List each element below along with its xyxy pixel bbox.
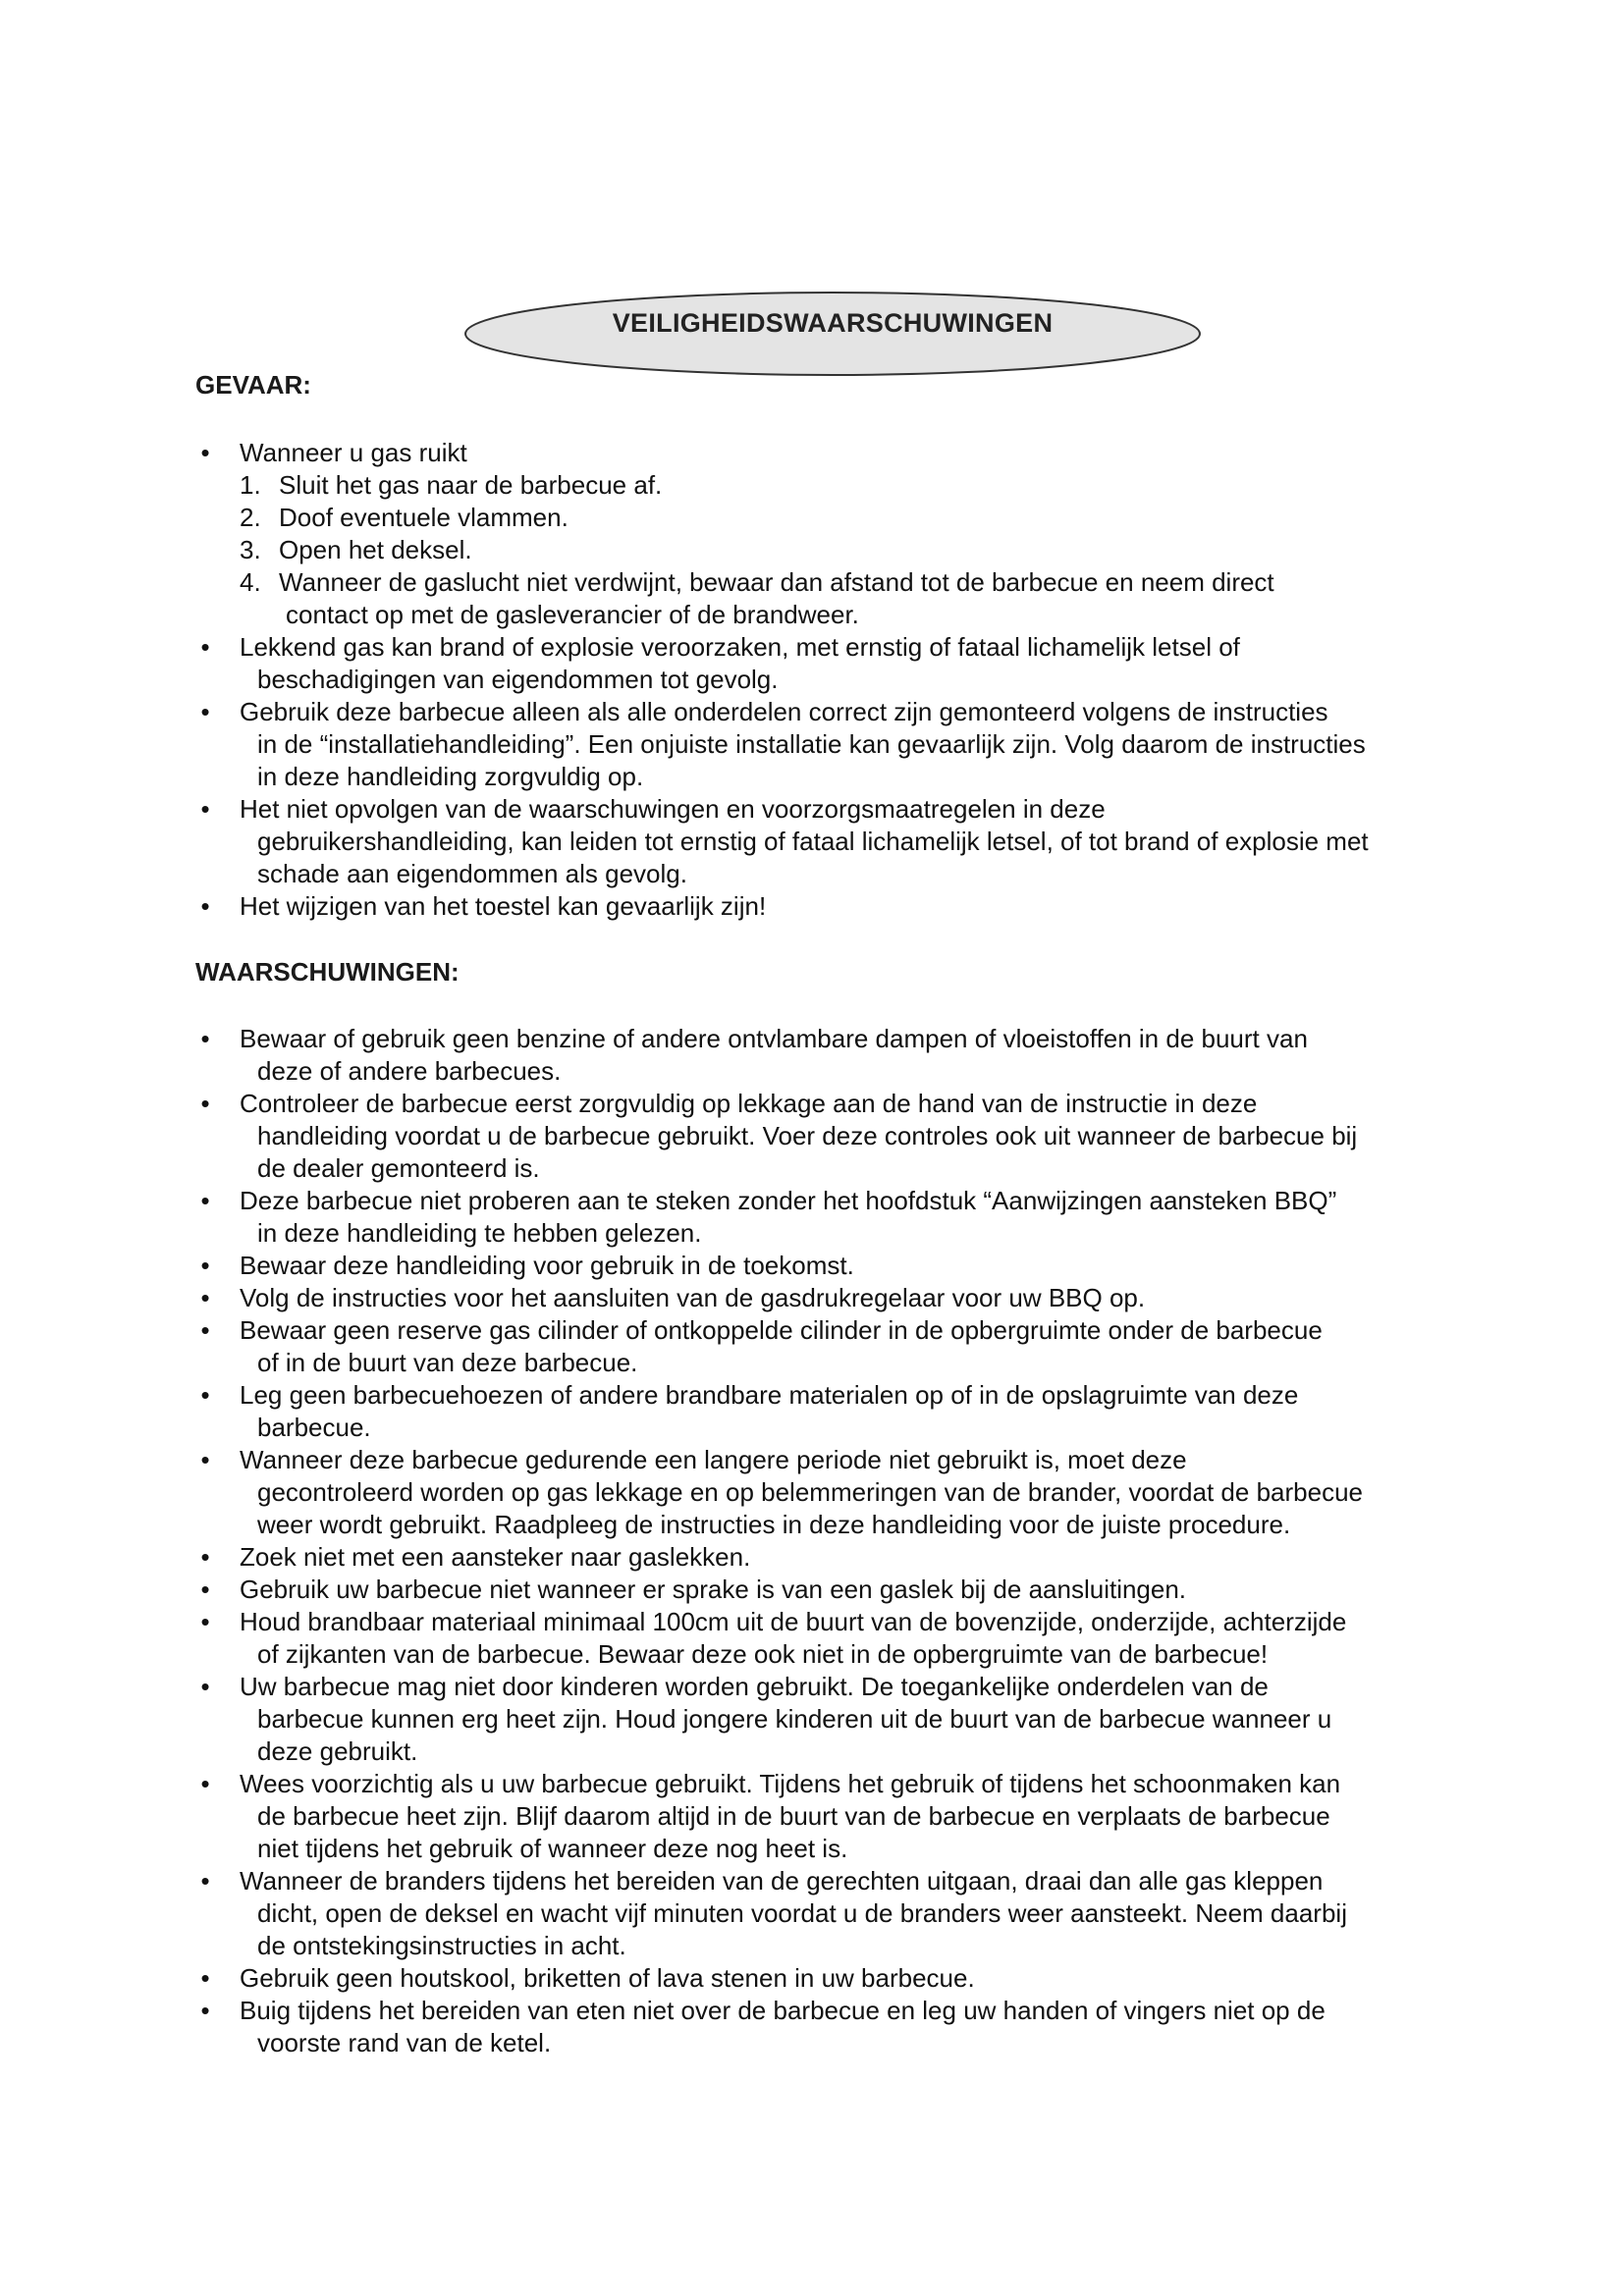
list-item-text: de dealer gemonteerd is. (257, 1153, 540, 1183)
list-item (195, 437, 1472, 469)
list-item (195, 1282, 1472, 1314)
bullet-icon: • (200, 1283, 210, 1312)
list-item (195, 793, 1472, 890)
step-text: Doof eventuele vlammen. (279, 503, 568, 532)
step-text: Open het deksel. (279, 535, 472, 564)
list-item-text: deze of andere barbecues. (257, 1056, 562, 1086)
title-banner (461, 289, 1204, 387)
list-item-text: in de “installatiehandleiding”. Een onjuiste installatie kan gevaarlijk zijn. Volg daarom de instructies (257, 729, 1366, 759)
step-number: 3. (240, 535, 261, 564)
bullet-icon: • (200, 632, 210, 662)
list-item-text: Controleer de barbecue eerst zorgvuldig op lekkage aan de hand van de instructie in deze (240, 1089, 1258, 1118)
list-item-text: barbecue. (257, 1413, 371, 1442)
list-item-text: de barbecue heet zijn. Blijf daarom altijd in de buurt van de barbecue en verplaats de barbecue (257, 1801, 1330, 1831)
warnings-list (195, 1023, 1472, 2059)
bullet-icon: • (200, 1607, 210, 1636)
list-item-text: Deze barbecue niet proberen aan te steken zonder het hoofdstuk “Aanwijzingen aansteken BBQ” (240, 1186, 1337, 1215)
list-item-text: Wees voorzichtig als u uw barbecue gebruikt. Tijdens het gebruik of tijdens het schoonmaken kan (240, 1769, 1341, 1798)
list-item-text: voorste rand van de ketel. (257, 2028, 552, 2057)
list-item-text: Volg de instructies voor het aansluiten van de gasdrukregelaar voor uw BBQ op. (240, 1283, 1146, 1312)
list-item (195, 696, 1472, 793)
list-item-text: dicht, open de deksel en wacht vijf minuten voordat u de branders weer aansteekt. Neem daarbij (257, 1898, 1347, 1928)
list-item-text: Bewaar geen reserve gas cilinder of ontkoppelde cilinder in de opbergruimte onder de barbecue (240, 1315, 1323, 1345)
list-item-text: beschadigingen van eigendommen tot gevolg. (257, 665, 779, 694)
list-item-text: weer wordt gebruikt. Raadpleeg de instructies in deze handleiding voor de juiste procedure. (257, 1510, 1291, 1539)
list-item-text: Het wijzigen van het toestel kan gevaarlijk zijn! (240, 891, 767, 921)
bullet-icon: • (200, 1996, 210, 2025)
list-item-text: schade aan eigendommen als gevolg. (257, 859, 687, 888)
list-item-text: handleiding voordat u de barbecue gebruikt. Voer deze controles ook uit wanneer de barbecue bij (257, 1121, 1358, 1150)
list-item-text: Buig tijdens het bereiden van eten niet over de barbecue en leg uw handen of vingers niet op de (240, 1996, 1326, 2025)
list-item-text: Bewaar of gebruik geen benzine of andere ontvlambare dampen of vloeistoffen in de buurt van (240, 1024, 1308, 1053)
list-item (195, 1023, 1472, 1088)
list-item-text: Gebruik geen houtskool, briketten of lava stenen in uw barbecue. (240, 1963, 975, 1993)
bullet-icon: • (200, 1315, 210, 1345)
list-item-text: Gebruik uw barbecue niet wanneer er sprake is van een gaslek bij de aansluitingen. (240, 1575, 1187, 1604)
list-item (195, 1995, 1472, 2059)
list-item-text: deze gebruikt. (257, 1736, 418, 1766)
bullet-icon: • (200, 891, 210, 921)
bullet-icon: • (200, 794, 210, 824)
list-item (195, 1541, 1472, 1574)
list-item-text: Houd brandbaar materiaal minimaal 100cm uit de buurt van de bovenzijde, onderzijde, achterzijde (240, 1607, 1347, 1636)
list-item-text: of zijkanten van de barbecue. Bewaar deze ook niet in de opbergruimte van de barbecue! (257, 1639, 1269, 1669)
list-item (195, 1865, 1472, 1962)
list-item (195, 1606, 1472, 1671)
list-item (195, 1962, 1472, 1995)
list-item (195, 1671, 1472, 1768)
step-text: Wanneer de gaslucht niet verdwijnt, bewaar dan afstand tot de barbecue en neem direct (279, 567, 1274, 597)
list-item-text: Gebruik deze barbecue alleen als alle onderdelen correct zijn gemonteerd volgens de instructies (240, 697, 1328, 726)
list-item (195, 1314, 1472, 1379)
list-item-text: in deze handleiding zorgvuldig op. (257, 762, 644, 791)
bullet-icon: • (200, 1575, 210, 1604)
bullet-icon: • (200, 697, 210, 726)
list-item-text: Wanneer deze barbecue gedurende een langere periode niet gebruikt is, moet deze (240, 1445, 1187, 1474)
danger-heading: GEVAAR: (195, 370, 311, 400)
bullet-icon: • (200, 1251, 210, 1280)
bullet-icon: • (200, 1186, 210, 1215)
step-text: contact op met de gasleverancier of de brandweer. (286, 600, 859, 629)
list-item-text: gecontroleerd worden op gas lekkage en op belemmeringen van de brander, voordat de barbecue (257, 1477, 1363, 1507)
list-item (195, 1379, 1472, 1444)
list-item-text: Uw barbecue mag niet door kinderen worden gebruikt. De toegankelijke onderdelen van de (240, 1672, 1269, 1701)
list-item-text: Bewaar deze handleiding voor gebruik in de toekomst. (240, 1251, 854, 1280)
bullet-icon: • (200, 1089, 210, 1118)
list-item-text: Leg geen barbecuehoezen of andere brandbare materialen op of in de opslagruimte van deze (240, 1380, 1299, 1410)
numbered-step (195, 566, 1472, 631)
bullet-icon: • (200, 1542, 210, 1572)
list-item-text: Zoek niet met een aansteker naar gaslekken. (240, 1542, 751, 1572)
bullet-icon: • (200, 1024, 210, 1053)
list-item (195, 890, 1472, 923)
numbered-step (195, 502, 1472, 534)
page-title: VEILIGHEIDSWAARSCHUWINGEN (612, 308, 1054, 338)
bullet-icon: • (200, 1380, 210, 1410)
step-number: 2. (240, 503, 261, 532)
list-item (195, 1444, 1472, 1541)
list-item-text: barbecue kunnen erg heet zijn. Houd jongere kinderen uit de buurt van de barbecue wanneer u (257, 1704, 1332, 1734)
danger-list (195, 437, 1472, 923)
list-item-text: niet tijdens het gebruik of wanneer deze nog heet is. (257, 1834, 848, 1863)
step-number: 1. (240, 470, 261, 500)
bullet-icon: • (200, 1445, 210, 1474)
list-item-text: Het niet opvolgen van de waarschuwingen en voorzorgsmaatregelen in deze (240, 794, 1106, 824)
list-item-text: Lekkend gas kan brand of explosie veroorzaken, met ernstig of fataal lichamelijk letsel of (240, 632, 1240, 662)
numbered-step (195, 534, 1472, 566)
list-item (195, 1574, 1472, 1606)
list-item-text: Wanneer u gas ruikt (240, 438, 467, 467)
list-item (195, 631, 1472, 696)
list-item (195, 1088, 1472, 1185)
numbered-step (195, 469, 1472, 502)
step-text: Sluit het gas naar de barbecue af. (279, 470, 663, 500)
list-item (195, 1250, 1472, 1282)
bullet-icon: • (200, 438, 210, 467)
bullet-icon: • (200, 1963, 210, 1993)
step-number: 4. (240, 567, 261, 597)
bullet-icon: • (200, 1672, 210, 1701)
warnings-heading: WAARSCHUWINGEN: (195, 957, 460, 987)
list-item-text: of in de buurt van deze barbecue. (257, 1348, 638, 1377)
bullet-icon: • (200, 1866, 210, 1896)
list-item-text: de ontstekingsinstructies in acht. (257, 1931, 626, 1960)
list-item (195, 1185, 1472, 1250)
list-item-text: in deze handleiding te hebben gelezen. (257, 1218, 702, 1248)
list-item-text: gebruikershandleiding, kan leiden tot ernstig of fataal lichamelijk letsel, of tot brand of explosie met (257, 827, 1369, 856)
bullet-icon: • (200, 1769, 210, 1798)
list-item-text: Wanneer de branders tijdens het bereiden van de gerechten uitgaan, draai dan alle gas kleppen (240, 1866, 1324, 1896)
list-item (195, 1768, 1472, 1865)
